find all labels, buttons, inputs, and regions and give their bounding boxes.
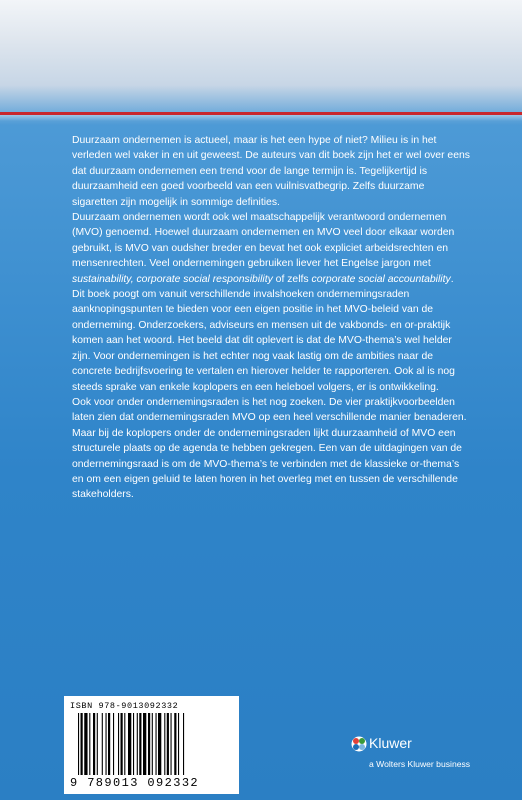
publisher-name: Kluwer (369, 735, 412, 751)
barcode-bar (152, 713, 153, 775)
barcode-bar (143, 713, 146, 775)
blurb-paragraph (72, 395, 472, 503)
barcode-bar (108, 713, 110, 775)
paragraph-text: Dit boek poogt om vanuit verschillende invalshoeken ondernemingsraden aanknopingspunten te bieden voor een eigen positie in het MVO-beleid van de onderneming. Onderzoekers, adviseurs en mensen uit de vakbonds- en or-praktijk komen aan het woord. Het beeld dat dit oplevert is dat de MVO-thema’s wel helder zijn. Voor ondernemingen is het echter nog vaak lastig om de ambities naar de concrete bedrijfsvoering te vertalen en hierover helder te rapporteren. Ook al is nog steeds sprake van enkele koplopers en een heleboel volgers, er is ontwikkeling. (72, 289, 455, 393)
paragraph-text: Duurzaam ondernemen wordt ook wel maatschappelijk verantwoord ondernemen (MVO) genoemd. Hoewel duurzaam ondernemen en MVO veel door elkaar worden gebruikt, is MVO van oudsher breder en bevat het ook expliciet arbeidsrechten en mensenrechten. Veel ondernemingen gebruiken liever het Engelse jargon met (72, 212, 455, 270)
paragraph-text: of zelfs (272, 273, 312, 285)
barcode-icon (76, 713, 226, 775)
publisher-logo (351, 735, 501, 775)
barcode-panel (64, 696, 239, 794)
barcode-bar (81, 713, 83, 775)
blurb-paragraph (72, 133, 472, 210)
barcode-bar (158, 713, 161, 775)
paragraph-text: Duurzaam ondernemen is actueel, maar is het een hype of niet? Milieu is in het verleden wel vaker in en uit geweest. De auteurs van dit boek zijn het er wel over eens dat duurzaam ondernemen een trend voor de lange termijn is. Tegelijkertijd is duurzaamheid een goed voorbeeld van een vuilnisvatbegrip. Zelfs duurzame sigaretten zijn mogelijk in sommige definities. (72, 135, 470, 208)
barcode-bar (102, 713, 103, 775)
barcode-bar (113, 713, 114, 775)
blurb-paragraph (72, 210, 472, 287)
italic-term: sustainability, corporate social responsibility (72, 273, 273, 285)
divider-shadow (0, 115, 522, 121)
blurb-paragraph (72, 287, 472, 395)
barcode-bar (183, 713, 184, 775)
barcode-bar (89, 713, 90, 775)
paragraph-text: . (450, 273, 454, 285)
barcode-bar (106, 713, 107, 775)
barcode-bar (97, 713, 98, 775)
barcode-bar (139, 713, 141, 775)
publisher-tagline: a Wolters Kluwer business (369, 759, 471, 769)
barcode-bar (174, 713, 176, 775)
barcode-number: 9 789013 092332 (70, 776, 200, 790)
barcode-bar (84, 713, 87, 775)
italic-term: corporate social accountability (311, 273, 451, 285)
barcode-bar (93, 713, 95, 775)
barcode-bar (167, 713, 169, 775)
blurb-text (72, 133, 472, 503)
barcode-bar (178, 713, 179, 775)
barcode-bar (171, 713, 172, 775)
barcode-bar (124, 713, 125, 775)
barcode-bar (121, 713, 123, 775)
paragraph-text: Ook voor onder ondernemingsraden is het nog zoeken. De vier praktijkvoorbeelden laten zien dat ondernemingsraden MVO op een heel verschillende manier benaderen. Maar bij de koplopers onder de ondernemingsraden lijkt duurzaamheid of MVO een structurele plaats op de agenda te hebben gekregen. Een van de uitdagingen van de ondernemingsraad is om de MVO-thema’s te verbinden met de klassieke or-thema’s en om een eigen geluid te laten horen in het overleg met en tussen de verschillende stakeholders. (72, 396, 467, 501)
barcode-bar (133, 713, 134, 775)
globe-logo-icon (351, 736, 367, 752)
barcode-bar (156, 713, 157, 775)
barcode-bar (164, 713, 165, 775)
barcode-bar (118, 713, 119, 775)
barcode-bar (137, 713, 138, 775)
barcode-bar (128, 713, 131, 775)
isbn-label: ISBN 978-9013092332 (70, 701, 179, 711)
barcode-bar (78, 713, 79, 775)
barcode-bar (148, 713, 150, 775)
